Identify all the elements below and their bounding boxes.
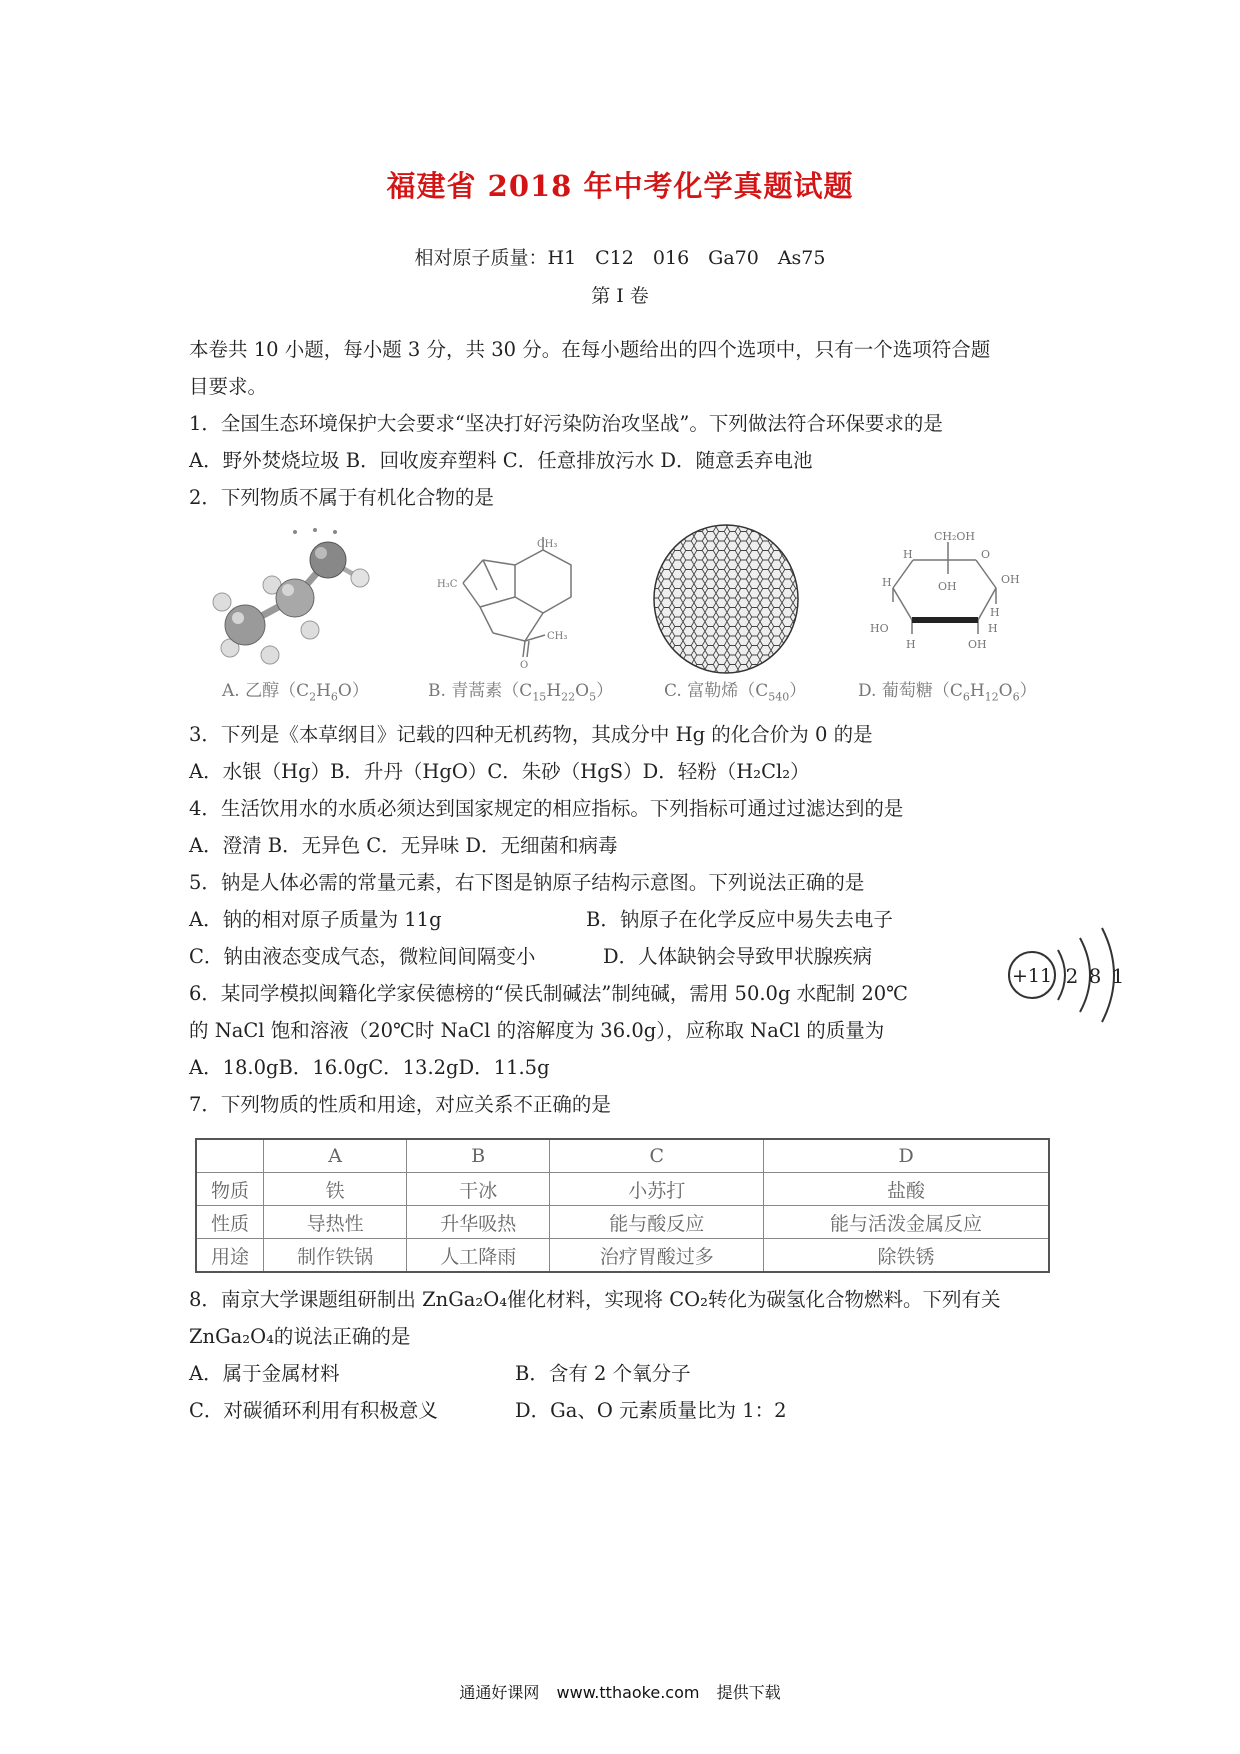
table-row bbox=[196, 1239, 1049, 1273]
table-row bbox=[196, 1206, 1049, 1239]
artemisinin-label-o: O bbox=[520, 660, 529, 670]
fullerene-cage bbox=[650, 522, 802, 677]
volume-label: 第 I 卷 bbox=[591, 285, 649, 307]
q7-stem: 7．下列物质的性质和用途，对应关系不正确的是 bbox=[189, 1093, 611, 1116]
glucose-label-oh2: OH bbox=[938, 580, 957, 593]
glucose-label-ho: HO bbox=[870, 622, 889, 635]
glucose-label-oh1: OH bbox=[1001, 573, 1020, 586]
table-cell: 导热性 bbox=[264, 1206, 407, 1239]
q8-option-a: A．属于金属材料 bbox=[189, 1362, 340, 1385]
q1-options: A．野外焚烧垃圾 B．回收废弃塑料 C．任意排放污水 D．随意丢弃电池 bbox=[189, 449, 813, 472]
q8-option-b: B．含有 2 个氧分子 bbox=[515, 1362, 691, 1385]
glucose-label-o: O bbox=[981, 548, 991, 561]
q5-option-c: C．钠由液态变成气态，微粒间间隔变小 bbox=[189, 945, 536, 968]
table-header-row bbox=[196, 1139, 1049, 1173]
q5-stem: 5．钠是人体必需的常量元素，右下图是钠原子结构示意图。下列说法正确的是 bbox=[189, 871, 865, 894]
q1-stem: 1．全国生态环境保护大会要求“坚决打好污染防治攻坚战”。下列做法符合环保要求的是 bbox=[189, 412, 943, 435]
table-cell: 盐酸 bbox=[764, 1173, 1049, 1206]
q8-option-d: D．Ga、O 元素质量比为 1：2 bbox=[515, 1399, 787, 1422]
table-cell: 治疗胃酸过多 bbox=[550, 1239, 764, 1273]
footer-url[interactable]: www.tthaoke.com bbox=[556, 1683, 700, 1702]
q6-stem-line-1: 6．某同学模拟闽籍化学家侯德榜的“侯氏制碱法”制纯碱，需用 50.0g 水配制 20℃ bbox=[189, 982, 908, 1005]
table-row-label: 性质 bbox=[196, 1206, 264, 1239]
caption-fullerene: C. 富勒烯$(C_{540})$ bbox=[664, 681, 807, 704]
q6-stem-line-2: 的 NaCl 饱和溶液（20℃时 NaCl 的溶解度为 36.0g），应称取 NaCl 的质量为 bbox=[189, 1019, 885, 1042]
table-header-cell: D bbox=[764, 1139, 1049, 1173]
glucose-label-h3: H bbox=[990, 606, 1000, 619]
table-header-cell: B bbox=[407, 1139, 550, 1173]
caption-glucose: D. 葡萄糖$(C_6H_{12}O_6)$ bbox=[858, 681, 1037, 704]
properties-table bbox=[195, 1138, 1050, 1273]
table-cell: 干冰 bbox=[407, 1173, 550, 1206]
artemisinin-label-ch3-top: CH₃ bbox=[537, 539, 558, 550]
artemisinin-label-ch3-right: CH₃ bbox=[547, 631, 568, 642]
table-cell: 能与活泼金属反应 bbox=[764, 1206, 1049, 1239]
table-cell: 人工降雨 bbox=[407, 1239, 550, 1273]
q2-stem: 2．下列物质不属于有机化合物的是 bbox=[189, 486, 494, 509]
glucose-structure bbox=[868, 530, 1048, 670]
table-cell: 升华吸热 bbox=[407, 1206, 550, 1239]
q4-stem: 4．生活饮用水的水质必须达到国家规定的相应指标。下列指标可通过过滤达到的是 bbox=[189, 797, 904, 820]
shell-2-count: 8 bbox=[1088, 964, 1102, 988]
table-row-label: 物质 bbox=[196, 1173, 264, 1206]
q5-option-b: B．钠原子在化学反应中易失去电子 bbox=[586, 908, 893, 931]
footer-note: 提供下载 bbox=[716, 1683, 781, 1702]
table-header-cell bbox=[196, 1139, 264, 1173]
table-cell: 小苏打 bbox=[550, 1173, 764, 1206]
page-title: 福建省 2018 年中考化学真题试题 bbox=[386, 169, 854, 203]
glucose-label-ch2oh: CH₂OH bbox=[934, 530, 976, 543]
table-header-cell: A bbox=[264, 1139, 407, 1173]
shell-3-count: 1 bbox=[1111, 964, 1125, 988]
table-cell: 除铁锈 bbox=[764, 1239, 1049, 1273]
q4-options: A．澄清 B．无异色 C．无异味 D．无细菌和病毒 bbox=[189, 834, 618, 857]
q8-stem-line-1: 8．南京大学课题组研制出 ZnGa₂O₄催化材料，实现将 CO₂转化为碳氢化合物燃料。下列有关 bbox=[189, 1288, 1001, 1311]
caption-ethanol: A. 乙醇$(C_2H_6O)$ bbox=[222, 681, 369, 704]
glucose-label-h5: H bbox=[906, 638, 916, 651]
artemisinin-structure bbox=[425, 535, 610, 670]
glucose-label-h4: H bbox=[988, 622, 998, 635]
sodium-atom-diagram bbox=[1000, 920, 1130, 1030]
table-header-cell: C bbox=[550, 1139, 764, 1173]
shell-1-count: 2 bbox=[1065, 964, 1079, 988]
table-cell: 能与酸反应 bbox=[550, 1206, 764, 1239]
artemisinin-label-h3c: H₃C bbox=[437, 579, 458, 590]
footer-site: 通通好课网 bbox=[459, 1683, 540, 1702]
q6-options: A．18.0gB．16.0gC．13.2gD．11.5g bbox=[189, 1056, 550, 1079]
nucleus-charge: +11 bbox=[1011, 965, 1053, 987]
q8-stem-line-2: ZnGa₂O₄的说法正确的是 bbox=[189, 1325, 411, 1348]
q3-stem: 3．下列是《本草纲目》记载的四种无机药物，其成分中 Hg 的化合价为 0 的是 bbox=[189, 723, 873, 746]
q5-option-d: D．人体缺钠会导致甲状腺疾病 bbox=[603, 945, 873, 968]
table-cell: 铁 bbox=[264, 1173, 407, 1206]
caption-artemisinin: B. 青蒿素$(C_{15}H_{22}O_5)$ bbox=[428, 681, 614, 704]
glucose-label-oh3: OH bbox=[968, 638, 987, 651]
q8-option-c: C．对碳循环利用有积极意义 bbox=[189, 1399, 438, 1422]
glucose-label-h1: H bbox=[903, 548, 913, 561]
table-row-label: 用途 bbox=[196, 1239, 264, 1273]
q5-option-a: A．钠的相对原子质量为 11g bbox=[189, 908, 442, 931]
ethanol-ball-model bbox=[200, 520, 390, 670]
atomic-mass-line: 相对原子质量：H1 C12 016 Ga70 As75 bbox=[414, 247, 826, 269]
instructions-line-1: 本卷共 10 小题，每小题 3 分，共 30 分。在每小题给出的四个选项中，只有一个选项符合题 bbox=[189, 338, 991, 361]
table-cell: 制作铁锅 bbox=[264, 1239, 407, 1273]
page-footer bbox=[0, 1680, 1240, 1703]
instructions-line-2: 目要求。 bbox=[189, 375, 268, 398]
glucose-label-h2: H bbox=[882, 576, 892, 589]
table-row bbox=[196, 1173, 1049, 1206]
q3-options: A．水银（Hg）B．升丹（HgO）C．朱砂（HgS）D．轻粉（H₂Cl₂） bbox=[189, 760, 810, 783]
